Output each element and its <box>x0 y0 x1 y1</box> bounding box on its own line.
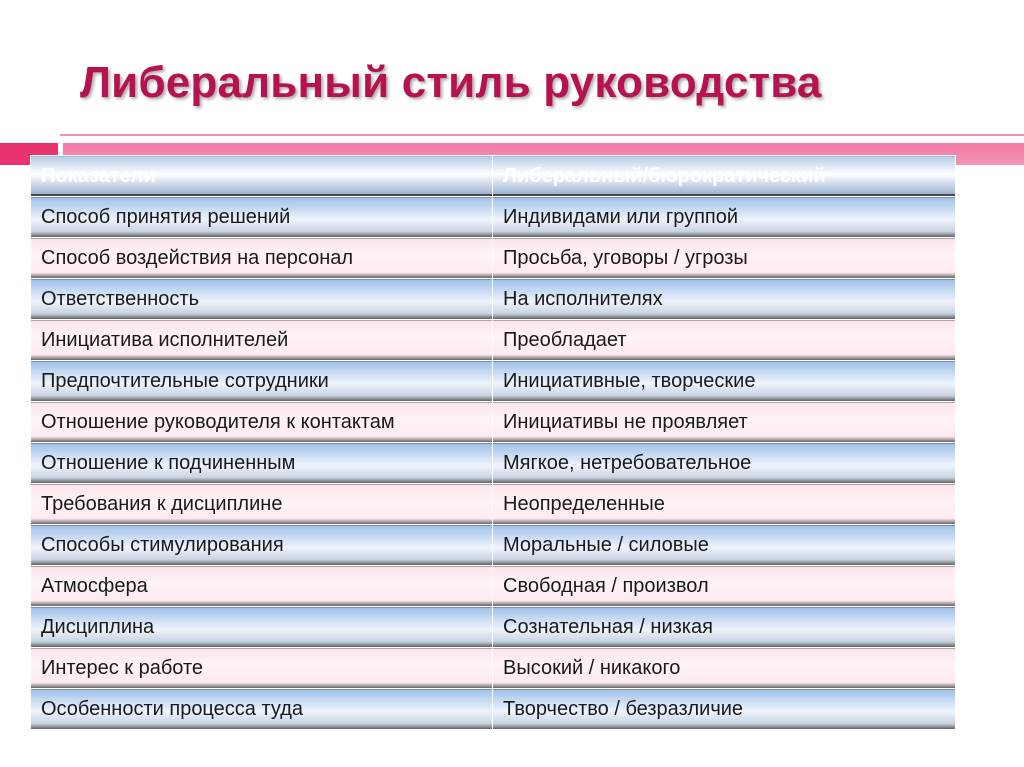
table-row <box>31 689 956 730</box>
cell-value: Творчество / безразличие <box>493 689 956 730</box>
cell-indicator: Требования к дисциплине <box>31 484 493 525</box>
cell-indicator: Способ воздействия на персонал <box>31 238 493 279</box>
cell-value: Высокий / никакого <box>493 648 956 689</box>
table-row <box>31 279 956 320</box>
table-row <box>31 484 956 525</box>
cell-value: Инициативы не проявляет <box>493 402 956 443</box>
cell-indicator: Инициатива исполнителей <box>31 320 493 361</box>
cell-value: Неопределенные <box>493 484 956 525</box>
cell-indicator: Дисциплина <box>31 607 493 648</box>
cell-indicator: Отношение к подчиненным <box>31 443 493 484</box>
cell-value: Просьба, уговоры / угрозы <box>493 238 956 279</box>
cell-value: На исполнителях <box>493 279 956 320</box>
cell-value: Инициативные, творческие <box>493 361 956 402</box>
cell-indicator: Предпочтительные сотрудники <box>31 361 493 402</box>
cell-value: Преобладает <box>493 320 956 361</box>
table-header-row <box>31 156 956 197</box>
column-header-indicators: Показатели <box>31 156 493 197</box>
table-body <box>31 197 956 730</box>
comparison-table <box>30 155 956 730</box>
decorative-thin-line <box>60 134 1024 136</box>
cell-indicator: Атмосфера <box>31 566 493 607</box>
table-row <box>31 402 956 443</box>
cell-indicator: Особенности процесса туда <box>31 689 493 730</box>
comparison-table-container <box>30 155 955 730</box>
table-row <box>31 320 956 361</box>
cell-indicator: Способ принятия решений <box>31 197 493 238</box>
table-row <box>31 361 956 402</box>
table-row <box>31 648 956 689</box>
cell-indicator: Способы стимулирования <box>31 525 493 566</box>
slide-title: Либеральный стиль руководства <box>80 58 822 107</box>
cell-value: Мягкое, нетребовательное <box>493 443 956 484</box>
table-row <box>31 607 956 648</box>
table-row <box>31 525 956 566</box>
cell-indicator: Интерес к работе <box>31 648 493 689</box>
cell-indicator: Ответственность <box>31 279 493 320</box>
cell-value: Индивидами или группой <box>493 197 956 238</box>
cell-value: Сознательная / низкая <box>493 607 956 648</box>
column-header-style: Либеральный/бюрократический <box>493 156 956 197</box>
table-row <box>31 197 956 238</box>
cell-value: Моральные / силовые <box>493 525 956 566</box>
table-row <box>31 443 956 484</box>
table-row <box>31 566 956 607</box>
cell-value: Свободная / произвол <box>493 566 956 607</box>
table-row <box>31 238 956 279</box>
cell-indicator: Отношение руководителя к контактам <box>31 402 493 443</box>
